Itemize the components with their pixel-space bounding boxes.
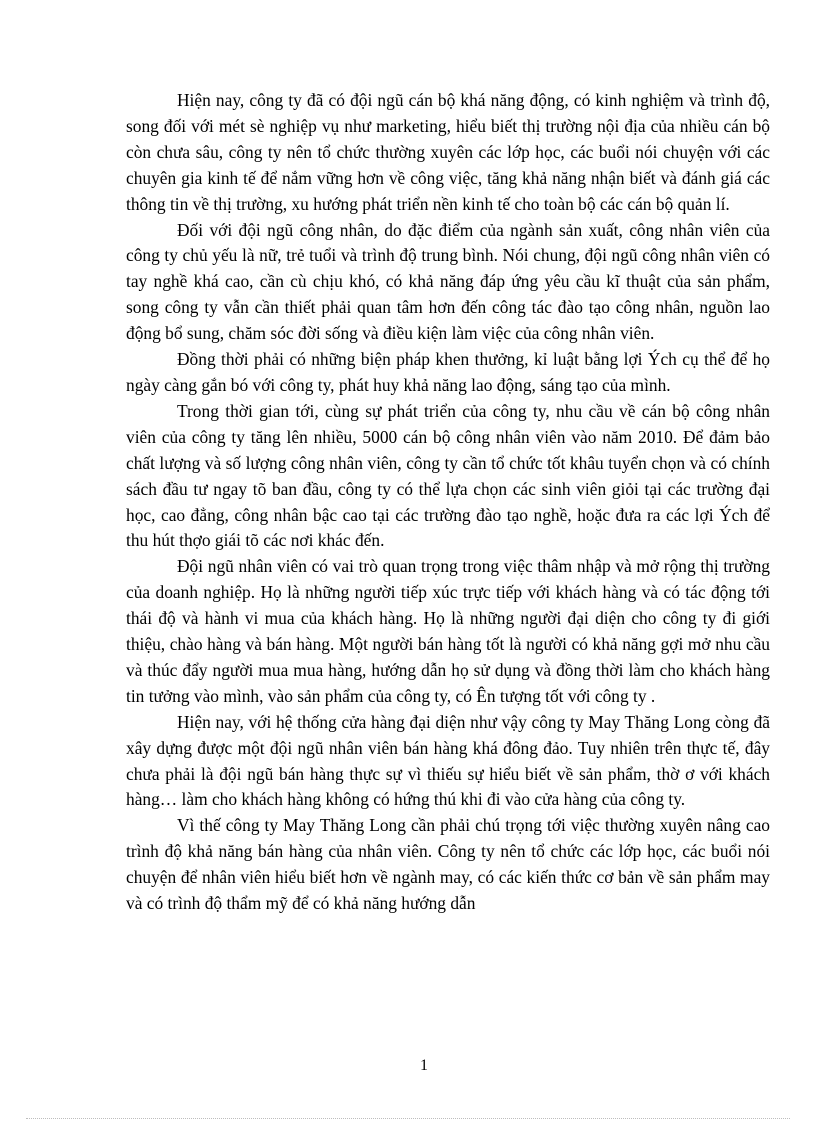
paragraph: Đồng thời phải có những biện pháp khen thưởng, kỉ luật bằng lợi Ých cụ thể để họ ngày càng gắn bó với công ty, phát huy khả năng lao động, sáng tạo của mình. (126, 349, 770, 395)
paragraph: Hiện nay, với hệ thống cửa hàng đại diện như vậy công ty May Thăng Long còng đã xây dựng được một đội ngũ nhân viên bán hàng khá đông đảo. Tuy nhiên trên thực tế, đây chưa phải là đội ngũ bán hàng thực sự vì thiếu sự hiểu biết về sản phẩm, thờ ơ với khách hàng… làm cho khách hàng không có hứng thú khi đi vào cửa hàng của công ty. (126, 711, 770, 810)
body-text (126, 88, 770, 917)
paragraph: Trong thời gian tới, cùng sự phát triển của công ty, nhu cầu về cán bộ công nhân viên của công ty tăng lên nhiều, 5000 cán bộ công nhân viên vào năm 2010. Để đảm bảo chất lượng và số lượng công nhân viên, công ty cần tổ chức tốt khâu tuyển chọn và có chính sách đầu tư ngay tõ ban đầu, công ty có thể lựa chọn các sinh viên giỏi tại các trường đại học, cao đẳng, công nhân bậc cao tại các trường đào tạo nghề, hoặc đưa ra các lợi Ých để thu hút thợo giái tõ các nơi khác đến. (126, 400, 770, 551)
paragraph: Hiện nay, công ty đã có đội ngũ cán bộ khá năng động, có kinh nghiệm và trình độ, song đối với mét sè nghiệp vụ như marketing, hiểu biết thị trường nội địa của nhiều cán bộ còn chưa sâu, công ty nên tổ chức thường xuyên các lớp học, các buổi nói chuyện với các chuyên gia kinh tế để nắm vững hơn về công việc, tăng khả năng nhận biết và đánh giá các thông tin về thị trường, xu hướng phát triển nền kinh tế cho toàn bộ các cán bộ quản lí. (126, 90, 770, 214)
paragraph: Đối với đội ngũ công nhân, do đặc điểm của ngành sản xuất, công nhân viên của công ty chủ yếu là nữ, trẻ tuổi và trình độ trung bình. Nói chung, đội ngũ công nhân viên có tay nghề khá cao, cần cù chịu khó, có khả năng đáp ứng yêu cầu kĩ thuật của sản phẩm, song công ty vẫn cần thiết phải quan tâm hơn đến công tác đào tạo công nhân, nguồn lao động bổ sung, chăm sóc đời sống và điều kiện làm việc của công nhân viên. (126, 219, 770, 344)
paragraph: Đội ngũ nhân viên có vai trò quan trọng trong việc thâm nhập và mở rộng thị trường của doanh nghiệp. Họ là những người tiếp xúc trực tiếp với khách hàng và có tác động tới thái độ và hành vi mua của khách hàng. Họ là những người đại diện cho công ty đi giới thiệu, chào hàng và bán hàng. Một người bán hàng tốt là người có khả năng gợi mở nhu cầu và thúc đẩy người mua mua hàng, hướng dẫn họ sử dụng và đồng thời làm cho khách hàng tin tưởng vào mình, vào sản phẩm của công ty, có Ên tượng tốt với công ty . (126, 556, 770, 706)
page-number: 1 (420, 1057, 428, 1074)
paragraph: Vì thế công ty May Thăng Long cần phải chú trọng tới việc thường xuyên nâng cao trình độ khả năng bán hàng của nhân viên. Công ty nên tổ chức các lớp học, các buổi nói chuyện để nhân viên hiểu biết hơn về ngành may, có các kiến thức cơ bản về sản phẩm may và có trình độ thẩm mỹ để có khả năng hướng dẫn (126, 815, 770, 914)
page-break-divider (26, 1118, 790, 1119)
